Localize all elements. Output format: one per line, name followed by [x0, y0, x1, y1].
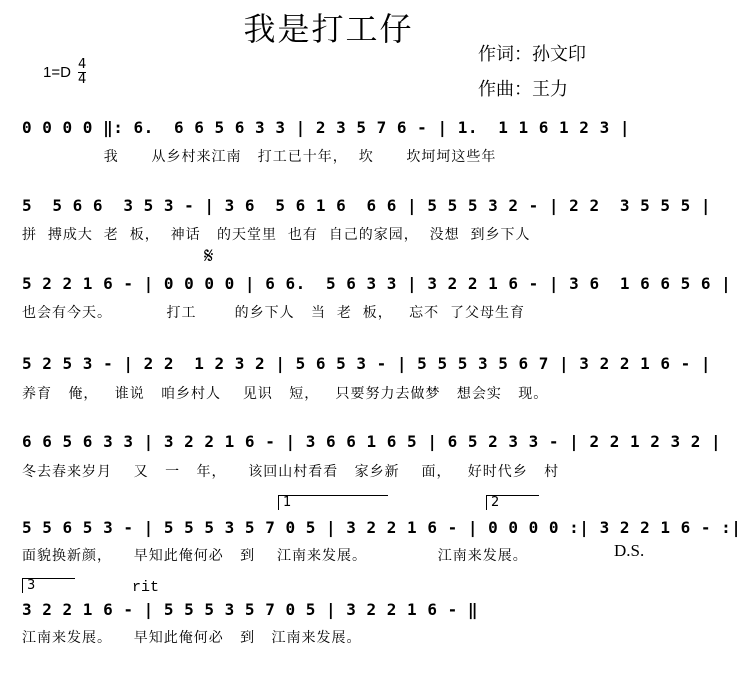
lyric-line-7: 江南来发展。 早知此俺何必 到 江南来发展。 — [22, 630, 362, 646]
segno-mark: 𝄋 — [204, 244, 214, 269]
lyric-line-2: 拼 搏成大 老 板， 神话 的天堂里 也有 自己的家园， 没想 到乡下人 — [22, 227, 531, 243]
notation-line-2: 5 5 6 6 3 5 3 - | 3 6 5 6 1 6 6 6 | 5 5 5 3 2 - | 2 2 3 5 5 5 | — [22, 196, 712, 215]
dal-segno-mark: D.S. — [614, 541, 645, 560]
notation-line-4: 5 2 5 3 - | 2 2 1 2 3 2 | 5 6 5 3 - | 5 5 5 3 5 6 7 | 3 2 2 1 6 - | — [22, 354, 712, 373]
time-signature: $\frac{4}{4}$ — [78, 57, 87, 87]
volta-bracket-3: 3 — [22, 578, 75, 593]
lyric-line-3: 也会有今天。 打工 的乡下人 当 老 板， 忘不 了父母生育 — [22, 305, 526, 321]
notation-line-3: 5 2 2 1 6 - | 0 0 0 0 | 6 6. 5 6 3 3 | 3 2 2 1 6 - | 3 6 1 6 6 5 6 | — [22, 274, 732, 293]
lyric-line-1: 我 从乡村来江南 打工已十年， 坎 坎坷坷这些年 — [22, 149, 497, 165]
notation-line-6: 5 5 6 5 3 - | 5 5 5 3 5 7 0 5 | 3 2 2 1 6 - | 0 0 0 0 :| 3 2 2 1 6 - :| — [22, 518, 741, 537]
notation-line-7: 3 2 2 1 6 - | 5 5 5 3 5 7 0 5 | 3 2 2 1 6 - ‖ — [22, 600, 478, 619]
song-title: 我是打工仔 — [243, 10, 414, 48]
ritardando-mark: rit — [132, 579, 160, 596]
lyric-line-5: 冬去春来岁月 又 一 年， 该回山村看看 家乡新 面， 好时代乡 村 — [22, 464, 560, 480]
lyric-line-4: 养育 俺， 谁说 咱乡村人 见识 短， 只要努力去做梦 想会实 现。 — [22, 386, 549, 402]
key-signature: 1=D — [43, 64, 71, 81]
lyric-line-6: 面貌换新颜， 早知此俺何必 到 江南来发展。 江南来发展。 — [22, 548, 528, 564]
volta-bracket-1: 1 — [278, 495, 388, 510]
lyricist-credit: 作词：孙文印 — [478, 44, 586, 65]
composer-credit: 作曲：王力 — [478, 79, 568, 100]
notation-line-5: 6 6 5 6 3 3 | 3 2 2 1 6 - | 3 6 6 1 6 5 | 6 5 2 3 3 - | 2 2 1 2 3 2 | — [22, 432, 722, 451]
notation-line-1: 0 0 0 0 ‖: 6. 6 6 5 6 3 3 | 2 3 5 7 6 - | 1. 1 1 6 1 2 3 | — [22, 118, 630, 137]
volta-bracket-2: 2 — [486, 495, 539, 510]
